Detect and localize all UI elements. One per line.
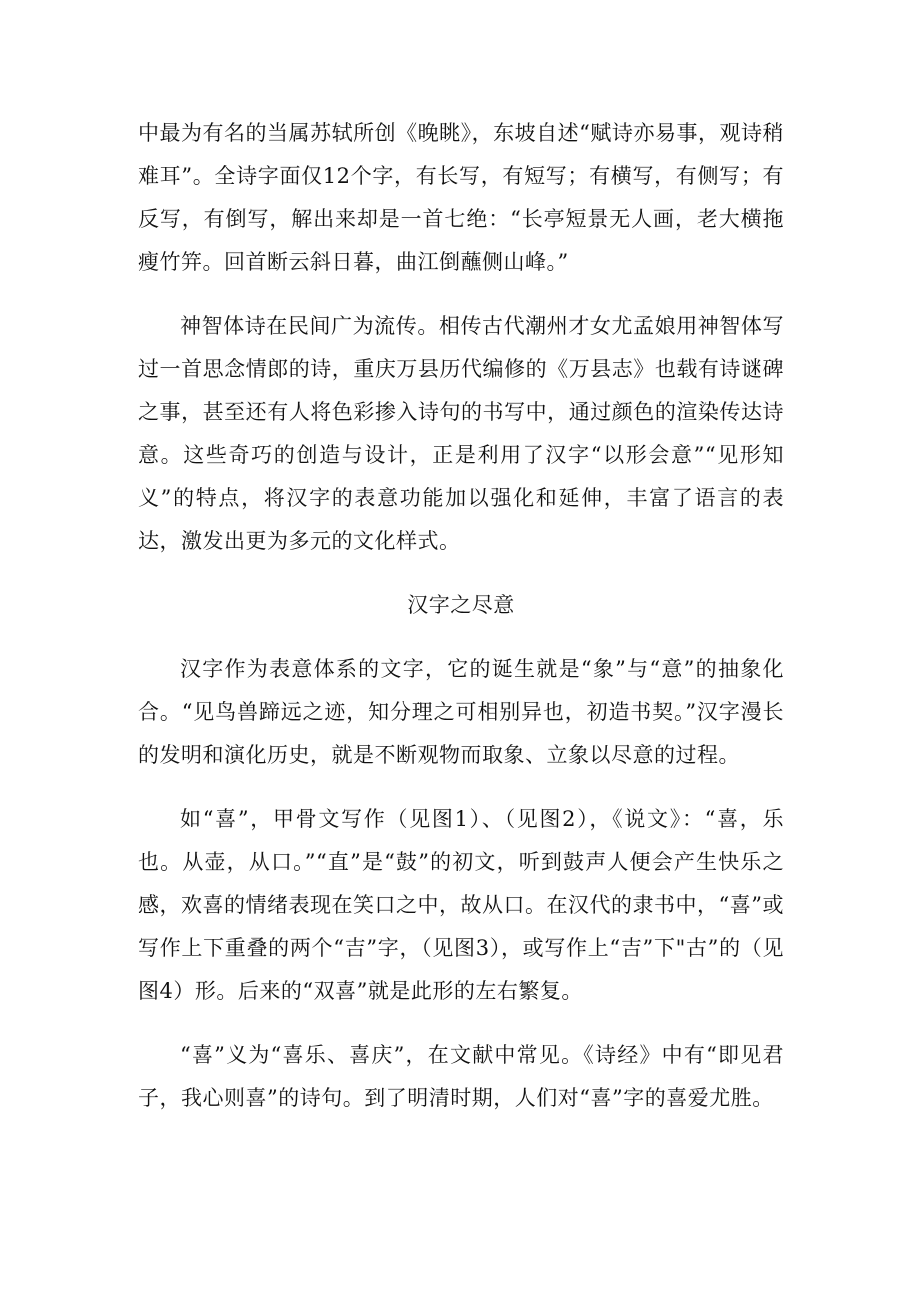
paragraph-wantiao-poem: 中最为有名的当属苏轼所创《晚眺》，东坡自述“赋诗亦易事，观诗稍难耳”。全诗字面仅12个字，有长写，有短写；有横写，有侧写；有反写，有倒写，解出来却是一首七绝：“长亭短景无人画，老大横拖瘦竹笄。回首断云斜日暮，曲江倒蘸侧山峰。” [138,121,784,274]
paragraph-xi-character: 如“喜”，甲骨文写作（见图1）、（见图2），《说文》：“喜，乐也。从壶，从口。”“直”是“鼓”的初文，听到鼓声人便会产生快乐之感，欢喜的情绪表现在笑口之中，故从口。在汉代的隶书中，“喜”或写作上下重叠的两个“吉”字，（见图3），或写作上“吉”下"古”的（见图4）形。后来的“双喜”就是此形的左右繁复。 [138,807,784,1003]
paragraph-shenzhiti-poetry: 神智体诗在民间广为流传。相传古代潮州才女尤孟娘用神智体写过一首思念情郎的诗，重庆万县历代编修的《万县志》也载有诗谜碑之事，甚至还有人将色彩掺入诗句的书写中，通过颜色的渲染传达诗意。这些奇巧的创造与设计，正是利用了汉字“以形会意”“见形知义”的特点，将汉字的表意功能加以强化和延伸，丰富了语言的表达，激发出更为多元的文化样式。 [138,314,784,553]
section-title: 汉字之尽意 [407,593,515,617]
document-body [138,112,784,1141]
paragraph-xi-meaning: “喜”义为“喜乐、喜庆”，在文献中常见。《诗经》中有“即见君子，我心则喜”的诗句。到了明清时期，人们对“喜”字的喜爱尤胜。 [138,1043,784,1110]
paragraph-hanzi-origin: 汉字作为表意体系的文字，它的诞生就是“象”与“意”的抽象化合。“见鸟兽蹄远之迹，知分理之可相别异也，初造书契。”汉字漫长的发明和演化历史，就是不断观物而取象、立象以尽意的过程。 [138,657,784,767]
